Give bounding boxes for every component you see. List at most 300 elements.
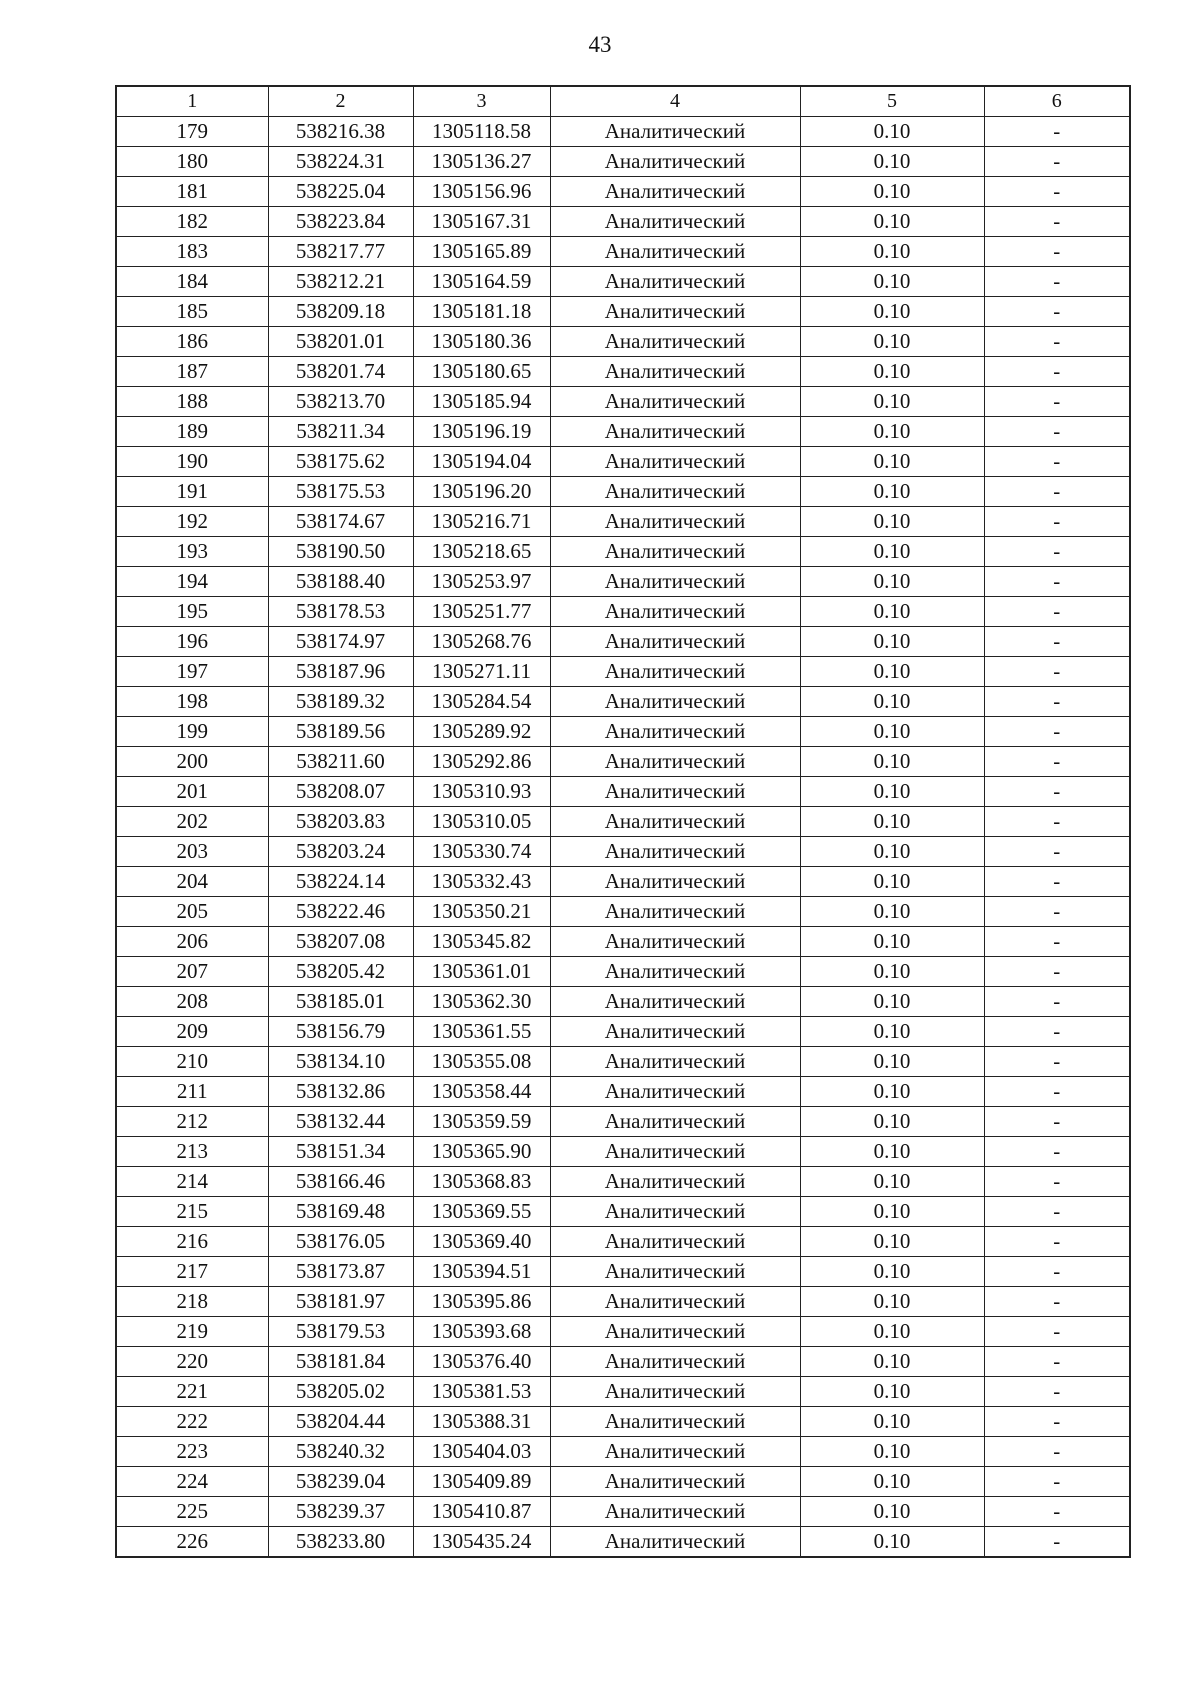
accuracy-cell: 0.10 <box>800 147 984 177</box>
note-cell: - <box>984 1407 1130 1437</box>
point-number-cell: 193 <box>116 537 268 567</box>
table-row <box>116 657 1130 687</box>
method-cell: Аналитический <box>550 1287 800 1317</box>
note-cell: - <box>984 1347 1130 1377</box>
x-coordinate-cell: 538189.32 <box>268 687 413 717</box>
note-cell: - <box>984 297 1130 327</box>
table-row <box>116 1167 1130 1197</box>
method-cell: Аналитический <box>550 867 800 897</box>
y-coordinate-cell: 1305369.40 <box>413 1227 550 1257</box>
y-coordinate-cell: 1305410.87 <box>413 1497 550 1527</box>
method-cell: Аналитический <box>550 897 800 927</box>
y-coordinate-cell: 1305196.20 <box>413 477 550 507</box>
accuracy-cell: 0.10 <box>800 417 984 447</box>
x-coordinate-cell: 538134.10 <box>268 1047 413 1077</box>
x-coordinate-cell: 538179.53 <box>268 1317 413 1347</box>
table-row <box>116 267 1130 297</box>
note-cell: - <box>984 1317 1130 1347</box>
x-coordinate-cell: 538176.05 <box>268 1227 413 1257</box>
point-number-cell: 222 <box>116 1407 268 1437</box>
header-col-4: 4 <box>550 86 800 117</box>
table-row <box>116 987 1130 1017</box>
y-coordinate-cell: 1305216.71 <box>413 507 550 537</box>
method-cell: Аналитический <box>550 447 800 477</box>
y-coordinate-cell: 1305361.01 <box>413 957 550 987</box>
y-coordinate-cell: 1305164.59 <box>413 267 550 297</box>
note-cell: - <box>984 1107 1130 1137</box>
accuracy-cell: 0.10 <box>800 1467 984 1497</box>
y-coordinate-cell: 1305196.19 <box>413 417 550 447</box>
table-row <box>116 1317 1130 1347</box>
point-number-cell: 213 <box>116 1137 268 1167</box>
method-cell: Аналитический <box>550 1107 800 1137</box>
table-row <box>116 237 1130 267</box>
point-number-cell: 226 <box>116 1527 268 1558</box>
accuracy-cell: 0.10 <box>800 1257 984 1287</box>
table-row <box>116 357 1130 387</box>
point-number-cell: 214 <box>116 1167 268 1197</box>
accuracy-cell: 0.10 <box>800 777 984 807</box>
method-cell: Аналитический <box>550 117 800 147</box>
note-cell: - <box>984 357 1130 387</box>
point-number-cell: 211 <box>116 1077 268 1107</box>
table-row <box>116 147 1130 177</box>
point-number-cell: 197 <box>116 657 268 687</box>
note-cell: - <box>984 627 1130 657</box>
point-number-cell: 206 <box>116 927 268 957</box>
method-cell: Аналитический <box>550 1077 800 1107</box>
note-cell: - <box>984 1527 1130 1558</box>
method-cell: Аналитический <box>550 627 800 657</box>
y-coordinate-cell: 1305310.93 <box>413 777 550 807</box>
table-row <box>116 747 1130 777</box>
table-row <box>116 1407 1130 1437</box>
note-cell: - <box>984 897 1130 927</box>
y-coordinate-cell: 1305404.03 <box>413 1437 550 1467</box>
x-coordinate-cell: 538204.44 <box>268 1407 413 1437</box>
note-cell: - <box>984 1377 1130 1407</box>
point-number-cell: 203 <box>116 837 268 867</box>
y-coordinate-cell: 1305218.65 <box>413 537 550 567</box>
accuracy-cell: 0.10 <box>800 357 984 387</box>
y-coordinate-cell: 1305359.59 <box>413 1107 550 1137</box>
point-number-cell: 184 <box>116 267 268 297</box>
y-coordinate-cell: 1305393.68 <box>413 1317 550 1347</box>
method-cell: Аналитический <box>550 597 800 627</box>
page-number: 43 <box>588 32 612 57</box>
point-number-cell: 209 <box>116 1017 268 1047</box>
x-coordinate-cell: 538213.70 <box>268 387 413 417</box>
y-coordinate-cell: 1305361.55 <box>413 1017 550 1047</box>
table-row <box>116 207 1130 237</box>
table-row <box>116 297 1130 327</box>
table-row <box>116 807 1130 837</box>
accuracy-cell: 0.10 <box>800 627 984 657</box>
y-coordinate-cell: 1305180.36 <box>413 327 550 357</box>
coordinates-table <box>115 85 1131 1558</box>
table-row <box>116 1017 1130 1047</box>
method-cell: Аналитический <box>550 957 800 987</box>
method-cell: Аналитический <box>550 147 800 177</box>
x-coordinate-cell: 538225.04 <box>268 177 413 207</box>
x-coordinate-cell: 538208.07 <box>268 777 413 807</box>
note-cell: - <box>984 927 1130 957</box>
note-cell: - <box>984 957 1130 987</box>
accuracy-cell: 0.10 <box>800 1077 984 1107</box>
method-cell: Аналитический <box>550 1437 800 1467</box>
table-row <box>116 837 1130 867</box>
x-coordinate-cell: 538240.32 <box>268 1437 413 1467</box>
method-cell: Аналитический <box>550 1017 800 1047</box>
x-coordinate-cell: 538203.24 <box>268 837 413 867</box>
x-coordinate-cell: 538169.48 <box>268 1197 413 1227</box>
y-coordinate-cell: 1305368.83 <box>413 1167 550 1197</box>
table-row <box>116 117 1130 147</box>
note-cell: - <box>984 237 1130 267</box>
note-cell: - <box>984 1287 1130 1317</box>
x-coordinate-cell: 538209.18 <box>268 297 413 327</box>
x-coordinate-cell: 538239.37 <box>268 1497 413 1527</box>
y-coordinate-cell: 1305355.08 <box>413 1047 550 1077</box>
accuracy-cell: 0.10 <box>800 567 984 597</box>
point-number-cell: 207 <box>116 957 268 987</box>
table-row <box>116 1287 1130 1317</box>
x-coordinate-cell: 538188.40 <box>268 567 413 597</box>
method-cell: Аналитический <box>550 1317 800 1347</box>
note-cell: - <box>984 657 1130 687</box>
accuracy-cell: 0.10 <box>800 597 984 627</box>
method-cell: Аналитический <box>550 387 800 417</box>
x-coordinate-cell: 538175.62 <box>268 447 413 477</box>
note-cell: - <box>984 1077 1130 1107</box>
y-coordinate-cell: 1305289.92 <box>413 717 550 747</box>
point-number-cell: 200 <box>116 747 268 777</box>
note-cell: - <box>984 1167 1130 1197</box>
accuracy-cell: 0.10 <box>800 987 984 1017</box>
accuracy-cell: 0.10 <box>800 177 984 207</box>
y-coordinate-cell: 1305332.43 <box>413 867 550 897</box>
table-body <box>116 117 1130 1558</box>
note-cell: - <box>984 597 1130 627</box>
x-coordinate-cell: 538156.79 <box>268 1017 413 1047</box>
table-row <box>116 417 1130 447</box>
method-cell: Аналитический <box>550 477 800 507</box>
point-number-cell: 180 <box>116 147 268 177</box>
point-number-cell: 225 <box>116 1497 268 1527</box>
y-coordinate-cell: 1305181.18 <box>413 297 550 327</box>
method-cell: Аналитический <box>550 537 800 567</box>
accuracy-cell: 0.10 <box>800 477 984 507</box>
y-coordinate-cell: 1305165.89 <box>413 237 550 267</box>
method-cell: Аналитический <box>550 1227 800 1257</box>
x-coordinate-cell: 538216.38 <box>268 117 413 147</box>
accuracy-cell: 0.10 <box>800 1437 984 1467</box>
point-number-cell: 221 <box>116 1377 268 1407</box>
accuracy-cell: 0.10 <box>800 807 984 837</box>
method-cell: Аналитический <box>550 1407 800 1437</box>
y-coordinate-cell: 1305388.31 <box>413 1407 550 1437</box>
point-number-cell: 216 <box>116 1227 268 1257</box>
note-cell: - <box>984 807 1130 837</box>
method-cell: Аналитический <box>550 777 800 807</box>
table-row <box>116 627 1130 657</box>
method-cell: Аналитический <box>550 687 800 717</box>
note-cell: - <box>984 837 1130 867</box>
note-cell: - <box>984 987 1130 1017</box>
point-number-cell: 195 <box>116 597 268 627</box>
method-cell: Аналитический <box>550 927 800 957</box>
note-cell: - <box>984 1497 1130 1527</box>
point-number-cell: 188 <box>116 387 268 417</box>
x-coordinate-cell: 538185.01 <box>268 987 413 1017</box>
note-cell: - <box>984 147 1130 177</box>
point-number-cell: 210 <box>116 1047 268 1077</box>
x-coordinate-cell: 538132.86 <box>268 1077 413 1107</box>
accuracy-cell: 0.10 <box>800 537 984 567</box>
method-cell: Аналитический <box>550 1347 800 1377</box>
method-cell: Аналитический <box>550 987 800 1017</box>
x-coordinate-cell: 538203.83 <box>268 807 413 837</box>
point-number-cell: 199 <box>116 717 268 747</box>
note-cell: - <box>984 1467 1130 1497</box>
point-number-cell: 191 <box>116 477 268 507</box>
y-coordinate-cell: 1305136.27 <box>413 147 550 177</box>
y-coordinate-cell: 1305435.24 <box>413 1527 550 1558</box>
x-coordinate-cell: 538224.31 <box>268 147 413 177</box>
table-row <box>116 327 1130 357</box>
x-coordinate-cell: 538175.53 <box>268 477 413 507</box>
point-number-cell: 208 <box>116 987 268 1017</box>
note-cell: - <box>984 1437 1130 1467</box>
accuracy-cell: 0.10 <box>800 207 984 237</box>
point-number-cell: 215 <box>116 1197 268 1227</box>
x-coordinate-cell: 538189.56 <box>268 717 413 747</box>
y-coordinate-cell: 1305167.31 <box>413 207 550 237</box>
y-coordinate-cell: 1305376.40 <box>413 1347 550 1377</box>
point-number-cell: 220 <box>116 1347 268 1377</box>
accuracy-cell: 0.10 <box>800 327 984 357</box>
x-coordinate-cell: 538223.84 <box>268 207 413 237</box>
accuracy-cell: 0.10 <box>800 1497 984 1527</box>
x-coordinate-cell: 538201.74 <box>268 357 413 387</box>
accuracy-cell: 0.10 <box>800 1407 984 1437</box>
method-cell: Аналитический <box>550 1197 800 1227</box>
method-cell: Аналитический <box>550 837 800 867</box>
table-row <box>116 567 1130 597</box>
accuracy-cell: 0.10 <box>800 1527 984 1558</box>
point-number-cell: 204 <box>116 867 268 897</box>
y-coordinate-cell: 1305271.11 <box>413 657 550 687</box>
method-cell: Аналитический <box>550 717 800 747</box>
note-cell: - <box>984 687 1130 717</box>
x-coordinate-cell: 538132.44 <box>268 1107 413 1137</box>
point-number-cell: 218 <box>116 1287 268 1317</box>
accuracy-cell: 0.10 <box>800 1347 984 1377</box>
note-cell: - <box>984 477 1130 507</box>
note-cell: - <box>984 1047 1130 1077</box>
method-cell: Аналитический <box>550 1047 800 1077</box>
table-row <box>116 957 1130 987</box>
x-coordinate-cell: 538181.84 <box>268 1347 413 1377</box>
y-coordinate-cell: 1305394.51 <box>413 1257 550 1287</box>
accuracy-cell: 0.10 <box>800 1287 984 1317</box>
table-row <box>116 537 1130 567</box>
x-coordinate-cell: 538205.02 <box>268 1377 413 1407</box>
method-cell: Аналитический <box>550 177 800 207</box>
table-row <box>116 1077 1130 1107</box>
table-row <box>116 777 1130 807</box>
accuracy-cell: 0.10 <box>800 1317 984 1347</box>
y-coordinate-cell: 1305156.96 <box>413 177 550 207</box>
x-coordinate-cell: 538224.14 <box>268 867 413 897</box>
note-cell: - <box>984 717 1130 747</box>
table-row <box>116 1377 1130 1407</box>
y-coordinate-cell: 1305292.86 <box>413 747 550 777</box>
table-row <box>116 897 1130 927</box>
accuracy-cell: 0.10 <box>800 507 984 537</box>
table-row <box>116 1257 1130 1287</box>
table-row <box>116 477 1130 507</box>
accuracy-cell: 0.10 <box>800 1017 984 1047</box>
table-row <box>116 507 1130 537</box>
x-coordinate-cell: 538211.34 <box>268 417 413 447</box>
x-coordinate-cell: 538178.53 <box>268 597 413 627</box>
method-cell: Аналитический <box>550 1467 800 1497</box>
method-cell: Аналитический <box>550 267 800 297</box>
table-row <box>116 1197 1130 1227</box>
table-row <box>116 387 1130 417</box>
table-row <box>116 1137 1130 1167</box>
table-row <box>116 867 1130 897</box>
accuracy-cell: 0.10 <box>800 927 984 957</box>
accuracy-cell: 0.10 <box>800 867 984 897</box>
note-cell: - <box>984 747 1130 777</box>
point-number-cell: 196 <box>116 627 268 657</box>
point-number-cell: 205 <box>116 897 268 927</box>
point-number-cell: 217 <box>116 1257 268 1287</box>
method-cell: Аналитический <box>550 207 800 237</box>
y-coordinate-cell: 1305345.82 <box>413 927 550 957</box>
table-row <box>116 687 1130 717</box>
method-cell: Аналитический <box>550 1497 800 1527</box>
accuracy-cell: 0.10 <box>800 1137 984 1167</box>
point-number-cell: 198 <box>116 687 268 717</box>
x-coordinate-cell: 538166.46 <box>268 1167 413 1197</box>
table-row <box>116 447 1130 477</box>
x-coordinate-cell: 538190.50 <box>268 537 413 567</box>
table-row <box>116 1527 1130 1558</box>
method-cell: Аналитический <box>550 507 800 537</box>
x-coordinate-cell: 538205.42 <box>268 957 413 987</box>
accuracy-cell: 0.10 <box>800 447 984 477</box>
note-cell: - <box>984 1227 1130 1257</box>
note-cell: - <box>984 1257 1130 1287</box>
table-row <box>116 1347 1130 1377</box>
point-number-cell: 179 <box>116 117 268 147</box>
point-number-cell: 202 <box>116 807 268 837</box>
table-row <box>116 927 1130 957</box>
x-coordinate-cell: 538207.08 <box>268 927 413 957</box>
note-cell: - <box>984 327 1130 357</box>
method-cell: Аналитический <box>550 327 800 357</box>
header-col-5: 5 <box>800 86 984 117</box>
accuracy-cell: 0.10 <box>800 297 984 327</box>
note-cell: - <box>984 777 1130 807</box>
accuracy-cell: 0.10 <box>800 837 984 867</box>
y-coordinate-cell: 1305268.76 <box>413 627 550 657</box>
note-cell: - <box>984 387 1130 417</box>
accuracy-cell: 0.10 <box>800 957 984 987</box>
note-cell: - <box>984 117 1130 147</box>
accuracy-cell: 0.10 <box>800 1047 984 1077</box>
accuracy-cell: 0.10 <box>800 1167 984 1197</box>
y-coordinate-cell: 1305310.05 <box>413 807 550 837</box>
x-coordinate-cell: 538181.97 <box>268 1287 413 1317</box>
table-row <box>116 177 1130 207</box>
note-cell: - <box>984 507 1130 537</box>
accuracy-cell: 0.10 <box>800 1227 984 1257</box>
point-number-cell: 183 <box>116 237 268 267</box>
y-coordinate-cell: 1305253.97 <box>413 567 550 597</box>
x-coordinate-cell: 538211.60 <box>268 747 413 777</box>
y-coordinate-cell: 1305118.58 <box>413 117 550 147</box>
point-number-cell: 219 <box>116 1317 268 1347</box>
y-coordinate-cell: 1305330.74 <box>413 837 550 867</box>
note-cell: - <box>984 867 1130 897</box>
accuracy-cell: 0.10 <box>800 897 984 927</box>
x-coordinate-cell: 538233.80 <box>268 1527 413 1558</box>
note-cell: - <box>984 567 1130 597</box>
point-number-cell: 194 <box>116 567 268 597</box>
method-cell: Аналитический <box>550 807 800 837</box>
note-cell: - <box>984 447 1130 477</box>
y-coordinate-cell: 1305362.30 <box>413 987 550 1017</box>
point-number-cell: 223 <box>116 1437 268 1467</box>
y-coordinate-cell: 1305381.53 <box>413 1377 550 1407</box>
accuracy-cell: 0.10 <box>800 117 984 147</box>
method-cell: Аналитический <box>550 357 800 387</box>
accuracy-cell: 0.10 <box>800 657 984 687</box>
point-number-cell: 181 <box>116 177 268 207</box>
y-coordinate-cell: 1305369.55 <box>413 1197 550 1227</box>
x-coordinate-cell: 538212.21 <box>268 267 413 297</box>
y-coordinate-cell: 1305350.21 <box>413 897 550 927</box>
x-coordinate-cell: 538187.96 <box>268 657 413 687</box>
method-cell: Аналитический <box>550 747 800 777</box>
accuracy-cell: 0.10 <box>800 237 984 267</box>
note-cell: - <box>984 417 1130 447</box>
table-row <box>116 1107 1130 1137</box>
point-number-cell: 185 <box>116 297 268 327</box>
accuracy-cell: 0.10 <box>800 387 984 417</box>
point-number-cell: 201 <box>116 777 268 807</box>
point-number-cell: 212 <box>116 1107 268 1137</box>
accuracy-cell: 0.10 <box>800 1197 984 1227</box>
accuracy-cell: 0.10 <box>800 267 984 297</box>
x-coordinate-cell: 538201.01 <box>268 327 413 357</box>
header-row <box>116 86 1130 117</box>
method-cell: Аналитический <box>550 567 800 597</box>
table-row <box>116 1437 1130 1467</box>
note-cell: - <box>984 1017 1130 1047</box>
y-coordinate-cell: 1305365.90 <box>413 1137 550 1167</box>
table-row <box>116 1047 1130 1077</box>
method-cell: Аналитический <box>550 417 800 447</box>
point-number-cell: 187 <box>116 357 268 387</box>
method-cell: Аналитический <box>550 237 800 267</box>
point-number-cell: 190 <box>116 447 268 477</box>
note-cell: - <box>984 267 1130 297</box>
